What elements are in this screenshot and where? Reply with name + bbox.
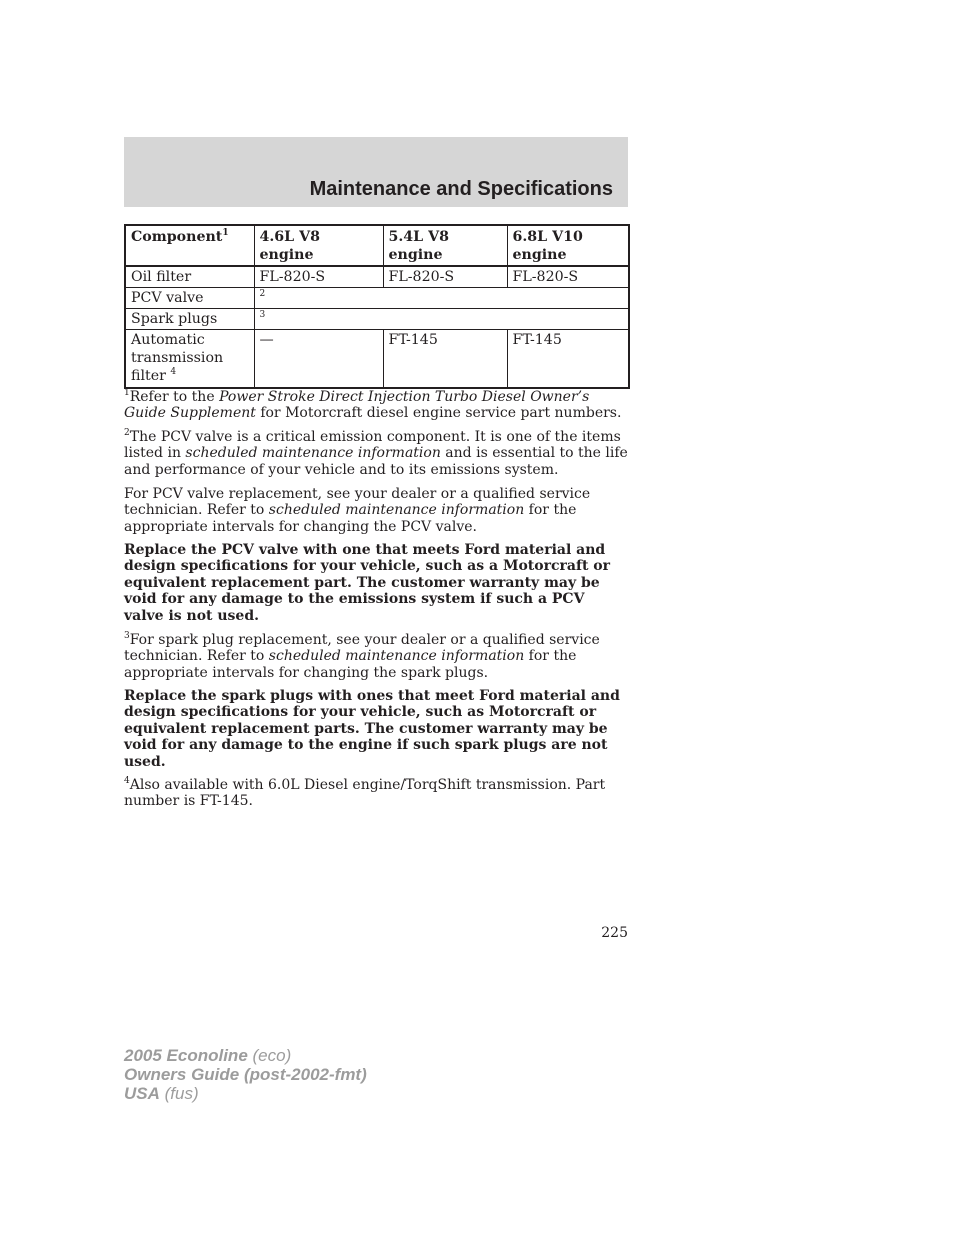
cell-46l: FL-820-S bbox=[254, 266, 383, 288]
column-header-68l: 6.8L V10 engine bbox=[507, 225, 629, 266]
cell-note-ref: 2 bbox=[254, 288, 629, 309]
filter-spec-table bbox=[124, 224, 630, 389]
cell-68l: FT-145 bbox=[507, 330, 629, 389]
cell-component: Spark plugs bbox=[125, 309, 254, 330]
table-row bbox=[125, 309, 629, 330]
cell-component: PCV valve bbox=[125, 288, 254, 309]
table-row bbox=[125, 330, 629, 389]
footnote-3: $^3$For spark plug replacement, see your dealer or a qualified service technician. Refer to scheduled maintenance information for the appropriate intervals for changing the spark plugs. bbox=[124, 631, 600, 681]
cell-46l: — bbox=[254, 330, 383, 389]
footnote-2: $^2$The PCV valve is a critical emission component. It is one of the items listed in scheduled maintenance information and is essential to the life and performance of your vehicle and to its emissions system. bbox=[124, 428, 628, 478]
footnote-1: $^1$Refer to the Power Stroke Direct Injection Turbo Diesel Owner’s Guide Supplement for Motorcraft diesel engine service part numbers. bbox=[124, 388, 622, 422]
footer-line-1: 2005 Econoline (eco) bbox=[124, 1046, 292, 1065]
footer-line-3: USA (fus) bbox=[124, 1084, 199, 1103]
table-row bbox=[125, 266, 629, 288]
page-number: 225 bbox=[601, 925, 628, 941]
pcv-replacement-paragraph: For PCV valve replacement, see your dealer or a qualified service technician. Refer to scheduled maintenance information for the appropriate intervals for changing the PCV valve. bbox=[124, 486, 591, 535]
cell-note-ref: 3 bbox=[254, 309, 629, 330]
column-header-component: Component$^1$ bbox=[125, 225, 254, 266]
column-header-46l: 4.6L V8 engine bbox=[254, 225, 383, 266]
spark-plug-warning-paragraph: Replace the spark plugs with ones that meet Ford material and design specifications for your vehicle, such as Motorcraft or equivalent replacement parts. The customer warranty may be void for any damage to the engine if such spark plugs are not used. bbox=[124, 688, 620, 770]
section-header-band bbox=[124, 137, 628, 207]
table-row bbox=[125, 288, 629, 309]
table-header-row bbox=[125, 225, 629, 266]
cell-54l: FL-820-S bbox=[383, 266, 507, 288]
footnote-4: $^4$Also available with 6.0L Diesel engine/TorqShift transmission. Part number is FT-145. bbox=[124, 776, 606, 810]
section-title: Maintenance and Specifications bbox=[309, 178, 613, 200]
pcv-warning-paragraph: Replace the PCV valve with one that meets Ford material and design specifications for your vehicle, such as a Motorcraft or equivalent replacement part. The customer warranty may be void for any damage to the emissions system if such a PCV valve is not used. bbox=[124, 542, 611, 624]
footer-line-2: Owners Guide (post-2002-fmt) bbox=[124, 1065, 367, 1084]
column-header-54l: 5.4L V8 engine bbox=[383, 225, 507, 266]
cell-component: Oil filter bbox=[125, 266, 254, 288]
document-footer bbox=[124, 1046, 367, 1103]
cell-component: Automatic transmission filter $^4$ bbox=[125, 330, 254, 389]
cell-54l: FT-145 bbox=[383, 330, 507, 389]
cell-68l: FL-820-S bbox=[507, 266, 629, 288]
